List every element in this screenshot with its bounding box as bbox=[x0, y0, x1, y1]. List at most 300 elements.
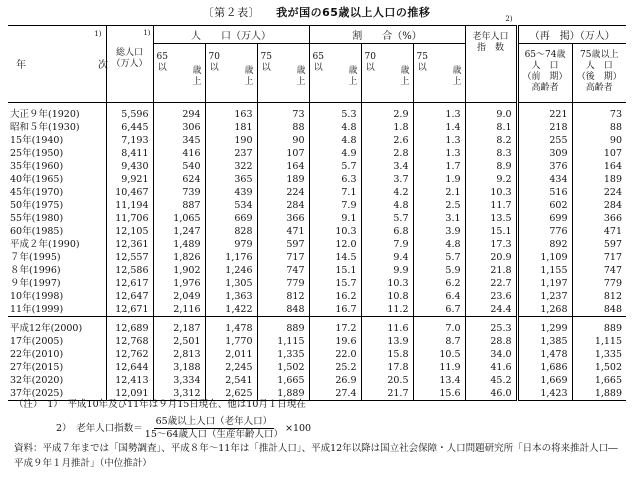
year-cell: 昭和５年(1930) bbox=[10, 122, 80, 133]
pop65-cell: 2,116 bbox=[153, 303, 205, 317]
old-index-cell: 8.1 bbox=[465, 121, 517, 134]
old-index-cell: 9.0 bbox=[465, 108, 517, 121]
ratio70-cell: 1.8 bbox=[361, 121, 413, 134]
table-row bbox=[8, 225, 626, 238]
year-cell: 11年(1999) bbox=[10, 304, 64, 315]
age-char: 以 bbox=[417, 63, 427, 73]
early-elderly-cell: 1,299 bbox=[517, 322, 572, 335]
ratio75-cell: 1.3 bbox=[413, 147, 465, 160]
old-index-cell: 15.1 bbox=[465, 225, 517, 238]
early-elderly-cell: 602 bbox=[517, 199, 572, 212]
old-index-cell: 10.3 bbox=[465, 186, 517, 199]
pop-age65-header bbox=[153, 44, 205, 103]
year-header-left: 年 bbox=[16, 60, 26, 71]
total-cell: 6,445 bbox=[106, 121, 153, 134]
old-index-cell: 46.0 bbox=[465, 387, 517, 401]
pop70-cell: 2,625 bbox=[205, 387, 257, 401]
age-char: 上 bbox=[192, 77, 202, 87]
year-cell: ７年(1995) bbox=[10, 252, 61, 263]
pop70-cell: 1,305 bbox=[205, 277, 257, 290]
ratio65-cell: 7.1 bbox=[309, 186, 361, 199]
total-cell: 12,689 bbox=[106, 322, 153, 335]
pop70-cell: 439 bbox=[205, 186, 257, 199]
year-cell: 37年(2025) bbox=[8, 387, 106, 401]
pop65-cell: 3,334 bbox=[153, 374, 205, 387]
age-char: 上 bbox=[296, 77, 306, 87]
pop70-cell: 1,422 bbox=[205, 303, 257, 317]
ratio75-cell: 10.5 bbox=[413, 348, 465, 361]
total-cell: 12,617 bbox=[106, 277, 153, 290]
pop65-cell: 1,976 bbox=[153, 277, 205, 290]
late-elderly-cell: 889 bbox=[572, 322, 626, 335]
table-row bbox=[8, 238, 626, 251]
age-char: 以 bbox=[209, 63, 219, 73]
pop70-cell: 1,176 bbox=[205, 251, 257, 264]
pop65-cell: 887 bbox=[153, 199, 205, 212]
pop75-cell: 779 bbox=[257, 277, 309, 290]
ratio65-cell: 19.6 bbox=[309, 335, 361, 348]
early-elderly-cell: 218 bbox=[517, 121, 572, 134]
old-index-note-mark: 2) bbox=[505, 15, 513, 23]
pop70-cell: 2,245 bbox=[205, 361, 257, 374]
ratio65-cell: 9.1 bbox=[309, 212, 361, 225]
pop65-cell: 306 bbox=[153, 121, 205, 134]
late-elderly-cell: 1,502 bbox=[572, 361, 626, 374]
late-elderly-cell: 284 bbox=[572, 199, 626, 212]
note-1: （注） 1） 平成10年及び11年は９月15日現在、他は10月１日現在 bbox=[14, 399, 306, 410]
table-body-historical bbox=[8, 103, 626, 317]
late-elderly-cell: 90 bbox=[572, 134, 626, 147]
table-row bbox=[8, 173, 626, 186]
late-elderly-cell: 1,115 bbox=[572, 335, 626, 348]
year-cell: 45年(1970) bbox=[10, 187, 64, 198]
pop70-cell: 1,363 bbox=[205, 290, 257, 303]
ratio65-cell: 10.3 bbox=[309, 225, 361, 238]
pop65-cell: 1,247 bbox=[153, 225, 205, 238]
old-index-cell: 11.7 bbox=[465, 199, 517, 212]
total-note-mark: 1) bbox=[143, 29, 151, 37]
pop70-cell: 669 bbox=[205, 212, 257, 225]
old-index-cell: 17.3 bbox=[465, 238, 517, 251]
early-elderly-cell: 516 bbox=[517, 186, 572, 199]
total-cell: 12,361 bbox=[106, 238, 153, 251]
ratio65-cell: 12.0 bbox=[309, 238, 361, 251]
late-elderly-cell: 848 bbox=[572, 303, 626, 317]
old-index-cell: 8.3 bbox=[465, 147, 517, 160]
pop75-cell: 224 bbox=[257, 186, 309, 199]
pop75-cell: 1,115 bbox=[257, 335, 309, 348]
age-char: 以 bbox=[365, 63, 375, 73]
pop70-cell: 2,541 bbox=[205, 374, 257, 387]
old-index-cell: 13.5 bbox=[465, 212, 517, 225]
year-cell: 平成12年(2000) bbox=[10, 323, 83, 334]
late-line3: （後 期） bbox=[576, 72, 622, 82]
total-cell: 12,557 bbox=[106, 251, 153, 264]
pop65-cell: 540 bbox=[153, 160, 205, 173]
late-elderly-cell: 747 bbox=[572, 264, 626, 277]
pop75-cell: 107 bbox=[257, 147, 309, 160]
ratio70-cell: 4.2 bbox=[361, 186, 413, 199]
population-table bbox=[8, 15, 626, 401]
late-elderly-cell: 1,889 bbox=[572, 387, 626, 401]
ratio75-cell: 6.4 bbox=[413, 290, 465, 303]
early-elderly-cell: 1,385 bbox=[517, 335, 572, 348]
ratio70-cell: 6.8 bbox=[361, 225, 413, 238]
table-number-label: 〔第２表〕 bbox=[202, 6, 261, 19]
table-body-projection bbox=[8, 317, 626, 401]
table-row bbox=[8, 277, 626, 290]
pop65-cell: 3,188 bbox=[153, 361, 205, 374]
early-elderly-cell: 1,155 bbox=[517, 264, 572, 277]
pop65-cell: 1,902 bbox=[153, 264, 205, 277]
pop65-cell: 2,501 bbox=[153, 335, 205, 348]
ratio65-cell: 7.9 bbox=[309, 199, 361, 212]
ratio75-cell: 11.9 bbox=[413, 361, 465, 374]
formula-numerator: 65歳以上人口（老年人口） bbox=[155, 416, 273, 427]
ratio75-cell: 5.9 bbox=[413, 264, 465, 277]
ratio65-cell: 27.4 bbox=[309, 387, 361, 401]
year-cell: 60年(1985) bbox=[10, 226, 64, 237]
pop65-cell: 3,312 bbox=[153, 387, 205, 401]
age-value: 70 bbox=[208, 52, 220, 62]
ratio65-cell: 25.2 bbox=[309, 361, 361, 374]
year-cell: 25年(1950) bbox=[10, 148, 64, 159]
early-elderly-cell: 1,197 bbox=[517, 277, 572, 290]
old-index-cell: 21.8 bbox=[465, 264, 517, 277]
pop-age75-header bbox=[257, 44, 309, 103]
ratio65-cell: 26.9 bbox=[309, 374, 361, 387]
ratio70-cell: 10.8 bbox=[361, 290, 413, 303]
table-title bbox=[0, 4, 633, 20]
ratio-age75-header bbox=[413, 44, 465, 103]
ratio65-cell: 16.7 bbox=[309, 303, 361, 317]
pop65-cell: 1,065 bbox=[153, 212, 205, 225]
pop75-cell: 471 bbox=[257, 225, 309, 238]
pop65-cell: 1,826 bbox=[153, 251, 205, 264]
early-elderly-cell: 309 bbox=[517, 147, 572, 160]
table-row bbox=[8, 134, 626, 147]
pop75-cell: 90 bbox=[257, 134, 309, 147]
old-index-cell: 28.8 bbox=[465, 335, 517, 348]
total-cell: 11,194 bbox=[106, 199, 153, 212]
late-elderly-cell: 224 bbox=[572, 186, 626, 199]
year-cell: 大正９年(1920) bbox=[10, 109, 80, 120]
total-cell: 12,768 bbox=[106, 335, 153, 348]
late-elderly-cell: 73 bbox=[572, 108, 626, 121]
early-elderly-cell: 699 bbox=[517, 212, 572, 225]
age-value: 75 bbox=[416, 52, 428, 62]
note-2 bbox=[56, 416, 311, 441]
pop65-cell: 2,187 bbox=[153, 322, 205, 335]
age-value: 65 bbox=[312, 52, 324, 62]
pop70-cell: 1,478 bbox=[205, 322, 257, 335]
formula-denominator: 15～64歳人口（生産年齢人口） bbox=[144, 429, 283, 440]
late-elderly-header bbox=[572, 44, 626, 103]
ratio75-cell: 3.9 bbox=[413, 225, 465, 238]
pop65-cell: 294 bbox=[153, 108, 205, 121]
year-cell: 22年(2010) bbox=[10, 349, 64, 360]
ratio70-cell: 15.8 bbox=[361, 348, 413, 361]
table-row bbox=[8, 108, 626, 121]
ratio70-cell: 10.3 bbox=[361, 277, 413, 290]
table-row bbox=[8, 160, 626, 173]
old-index-cell: 20.9 bbox=[465, 251, 517, 264]
year-header-right: 次 bbox=[98, 60, 108, 71]
ratio65-cell: 5.3 bbox=[309, 108, 361, 121]
total-cell: 10,467 bbox=[106, 186, 153, 199]
age-char: 歳 bbox=[348, 66, 358, 76]
ratio70-cell: 2.8 bbox=[361, 147, 413, 160]
early-elderly-cell: 221 bbox=[517, 108, 572, 121]
ratio75-cell: 1.3 bbox=[413, 134, 465, 147]
ratio70-cell: 21.7 bbox=[361, 387, 413, 401]
total-cell: 12,586 bbox=[106, 264, 153, 277]
ratio-age65-header bbox=[309, 44, 361, 103]
early-elderly-header bbox=[517, 44, 572, 103]
pop75-cell: 889 bbox=[257, 322, 309, 335]
pop70-cell: 534 bbox=[205, 199, 257, 212]
pop75-cell: 189 bbox=[257, 173, 309, 186]
late-elderly-cell: 189 bbox=[572, 173, 626, 186]
year-cell: 15年(1940) bbox=[10, 135, 64, 146]
pop75-cell: 747 bbox=[257, 264, 309, 277]
total-cell: 8,411 bbox=[106, 147, 153, 160]
pop70-cell: 1,246 bbox=[205, 264, 257, 277]
pop70-cell: 1,770 bbox=[205, 335, 257, 348]
late-elderly-cell: 1,335 bbox=[572, 348, 626, 361]
table-row bbox=[8, 303, 626, 317]
total-header-line2: （万人） bbox=[111, 59, 148, 69]
pop70-cell: 2,011 bbox=[205, 348, 257, 361]
age-value: 75 bbox=[260, 52, 272, 62]
late-elderly-cell: 779 bbox=[572, 277, 626, 290]
ratio70-cell: 2.6 bbox=[361, 134, 413, 147]
ratio65-cell: 4.8 bbox=[309, 121, 361, 134]
early-elderly-cell: 1,478 bbox=[517, 348, 572, 361]
year-cell: 40年(1965) bbox=[10, 174, 64, 185]
source-note: 資料：平成７年までは「国勢調査」、平成８年～11年は「推計人口」、平成12年以降は国立社会保障・人口問題研究所「日本の将来推計人口―平成９年１月推計」（中位推計） bbox=[14, 443, 618, 469]
total-cell: 12,091 bbox=[106, 387, 153, 401]
total-cell: 12,413 bbox=[106, 374, 153, 387]
early-elderly-cell: 1,686 bbox=[517, 361, 572, 374]
ratio75-cell: 1.9 bbox=[413, 173, 465, 186]
population-group-header: 人 口（万人） bbox=[153, 26, 309, 44]
year-cell: 55年(1980) bbox=[10, 213, 64, 224]
ratio75-cell: 1.7 bbox=[413, 160, 465, 173]
ratio65-cell: 17.2 bbox=[309, 322, 361, 335]
total-cell: 9,430 bbox=[106, 160, 153, 173]
year-cell: ９年(1997) bbox=[10, 278, 61, 289]
late-line4: 高齢者 bbox=[585, 83, 613, 93]
old-index-cell: 41.6 bbox=[465, 361, 517, 374]
year-header bbox=[8, 26, 106, 103]
old-index-formula bbox=[145, 416, 283, 441]
ratio75-cell: 1.3 bbox=[413, 108, 465, 121]
late-line1: 75歳以上 bbox=[580, 50, 619, 60]
table-row bbox=[8, 374, 626, 387]
pop75-cell: 366 bbox=[257, 212, 309, 225]
year-cell: 平成２年(1990) bbox=[10, 239, 80, 250]
age-char: 上 bbox=[452, 77, 462, 87]
year-cell: 35年(1960) bbox=[10, 161, 64, 172]
ratio-age70-header bbox=[361, 44, 413, 103]
total-cell: 12,671 bbox=[106, 303, 153, 317]
year-cell: 27年(2015) bbox=[10, 362, 64, 373]
late-elderly-cell: 471 bbox=[572, 225, 626, 238]
late-elderly-cell: 88 bbox=[572, 121, 626, 134]
old-index-cell: 24.4 bbox=[465, 303, 517, 317]
ratio70-cell: 9.9 bbox=[361, 264, 413, 277]
pop65-cell: 2,813 bbox=[153, 348, 205, 361]
year-cell: 32年(2020) bbox=[10, 375, 64, 386]
ratio65-cell: 4.9 bbox=[309, 147, 361, 160]
age-char: 上 bbox=[400, 77, 410, 87]
year-cell: 10年(1998) bbox=[10, 291, 64, 302]
old-index-cell: 8.9 bbox=[465, 160, 517, 173]
ratio65-cell: 4.8 bbox=[309, 134, 361, 147]
ratio70-cell: 3.4 bbox=[361, 160, 413, 173]
pop75-cell: 88 bbox=[257, 121, 309, 134]
note-2-prefix: 2） 老年人口指数＝ bbox=[56, 422, 143, 434]
age-char: 上 bbox=[348, 77, 358, 87]
pop75-cell: 73 bbox=[257, 108, 309, 121]
early-elderly-cell: 376 bbox=[517, 160, 572, 173]
early-elderly-cell: 434 bbox=[517, 173, 572, 186]
early-elderly-cell: 892 bbox=[517, 238, 572, 251]
age-value: 65 bbox=[156, 52, 168, 62]
age-char: 以 bbox=[157, 63, 167, 73]
ratio-group-header: 割 合（%） bbox=[309, 26, 465, 44]
ratio70-cell: 3.7 bbox=[361, 173, 413, 186]
reprint-group-header: （再 掲）（万人） bbox=[517, 26, 626, 44]
pop70-cell: 979 bbox=[205, 238, 257, 251]
ratio70-cell: 7.9 bbox=[361, 238, 413, 251]
ratio70-cell: 13.9 bbox=[361, 335, 413, 348]
early-elderly-cell: 1,423 bbox=[517, 387, 572, 401]
ratio70-cell: 9.4 bbox=[361, 251, 413, 264]
old-index-cell: 45.2 bbox=[465, 374, 517, 387]
note-2-suffix: ×100 bbox=[284, 422, 312, 434]
pop75-cell: 717 bbox=[257, 251, 309, 264]
pop75-cell: 164 bbox=[257, 160, 309, 173]
old-index-cell: 9.2 bbox=[465, 173, 517, 186]
pop65-cell: 1,489 bbox=[153, 238, 205, 251]
total-cell: 11,706 bbox=[106, 212, 153, 225]
old-index-cell: 8.2 bbox=[465, 134, 517, 147]
total-population-header bbox=[106, 26, 153, 103]
pop75-cell: 1,502 bbox=[257, 361, 309, 374]
ratio65-cell: 22.0 bbox=[309, 348, 361, 361]
late-elderly-cell: 597 bbox=[572, 238, 626, 251]
table-row bbox=[8, 361, 626, 374]
pop75-cell: 1,889 bbox=[257, 387, 309, 401]
ratio75-cell: 4.8 bbox=[413, 238, 465, 251]
pop75-cell: 597 bbox=[257, 238, 309, 251]
table-row bbox=[8, 290, 626, 303]
table-row bbox=[8, 199, 626, 212]
year-cell: 50年(1975) bbox=[10, 200, 64, 211]
ratio75-cell: 2.1 bbox=[413, 186, 465, 199]
pop70-cell: 322 bbox=[205, 160, 257, 173]
table-heading: 我が国の65歳以上人口の推移 bbox=[276, 6, 431, 19]
pop-age70-header bbox=[205, 44, 257, 103]
ratio75-cell: 13.4 bbox=[413, 374, 465, 387]
total-cell: 12,105 bbox=[106, 225, 153, 238]
pop70-cell: 237 bbox=[205, 147, 257, 160]
total-cell: 9,921 bbox=[106, 173, 153, 186]
age-char: 歳 bbox=[296, 66, 306, 76]
table-row bbox=[8, 322, 626, 335]
old-index-cell: 25.3 bbox=[465, 322, 517, 335]
early-elderly-cell: 776 bbox=[517, 225, 572, 238]
pop75-cell: 1,665 bbox=[257, 374, 309, 387]
year-cell: 17年(2005) bbox=[10, 336, 64, 347]
age-char: 歳 bbox=[452, 66, 462, 76]
early-elderly-cell: 1,268 bbox=[517, 303, 572, 317]
ratio75-cell: 6.2 bbox=[413, 277, 465, 290]
ratio70-cell: 11.6 bbox=[361, 322, 413, 335]
pop65-cell: 416 bbox=[153, 147, 205, 160]
early-line4: 高齢者 bbox=[531, 83, 559, 93]
ratio65-cell: 15.1 bbox=[309, 264, 361, 277]
early-elderly-cell: 1,237 bbox=[517, 290, 572, 303]
table-row bbox=[8, 251, 626, 264]
late-elderly-cell: 164 bbox=[572, 160, 626, 173]
total-cell: 12,644 bbox=[106, 361, 153, 374]
pop75-cell: 1,335 bbox=[257, 348, 309, 361]
age-char: 歳 bbox=[192, 66, 202, 76]
total-cell: 7,193 bbox=[106, 134, 153, 147]
ratio75-cell: 15.6 bbox=[413, 387, 465, 401]
pop70-cell: 163 bbox=[205, 108, 257, 121]
table-row bbox=[8, 147, 626, 160]
pop65-cell: 2,049 bbox=[153, 290, 205, 303]
table-row bbox=[8, 335, 626, 348]
total-cell: 12,647 bbox=[106, 290, 153, 303]
ratio75-cell: 5.7 bbox=[413, 251, 465, 264]
age-char: 歳 bbox=[244, 66, 254, 76]
early-line2: 人 口 bbox=[531, 61, 559, 71]
late-elderly-cell: 366 bbox=[572, 212, 626, 225]
old-age-index-header bbox=[465, 15, 517, 103]
late-elderly-cell: 717 bbox=[572, 251, 626, 264]
total-header-line1: 総人口 bbox=[115, 48, 143, 58]
late-line2: 人 口 bbox=[585, 61, 613, 71]
pop65-cell: 739 bbox=[153, 186, 205, 199]
early-elderly-cell: 1,109 bbox=[517, 251, 572, 264]
table-row bbox=[8, 121, 626, 134]
age-value: 70 bbox=[364, 52, 376, 62]
age-char: 歳 bbox=[400, 66, 410, 76]
ratio75-cell: 1.4 bbox=[413, 121, 465, 134]
pop70-cell: 828 bbox=[205, 225, 257, 238]
total-cell: 5,596 bbox=[106, 108, 153, 121]
table-row bbox=[8, 348, 626, 361]
ratio65-cell: 5.7 bbox=[309, 160, 361, 173]
age-char: 以 bbox=[261, 63, 271, 73]
ratio65-cell: 15.7 bbox=[309, 277, 361, 290]
late-elderly-cell: 1,665 bbox=[572, 374, 626, 387]
ratio65-cell: 6.3 bbox=[309, 173, 361, 186]
ratio75-cell: 3.1 bbox=[413, 212, 465, 225]
ratio70-cell: 11.2 bbox=[361, 303, 413, 317]
early-elderly-cell: 255 bbox=[517, 134, 572, 147]
pop75-cell: 848 bbox=[257, 303, 309, 317]
early-line3: （前 期） bbox=[522, 72, 568, 82]
old-index-line1: 老年人口 bbox=[472, 32, 509, 42]
age-char: 上 bbox=[244, 77, 254, 87]
ratio75-cell: 7.0 bbox=[413, 322, 465, 335]
